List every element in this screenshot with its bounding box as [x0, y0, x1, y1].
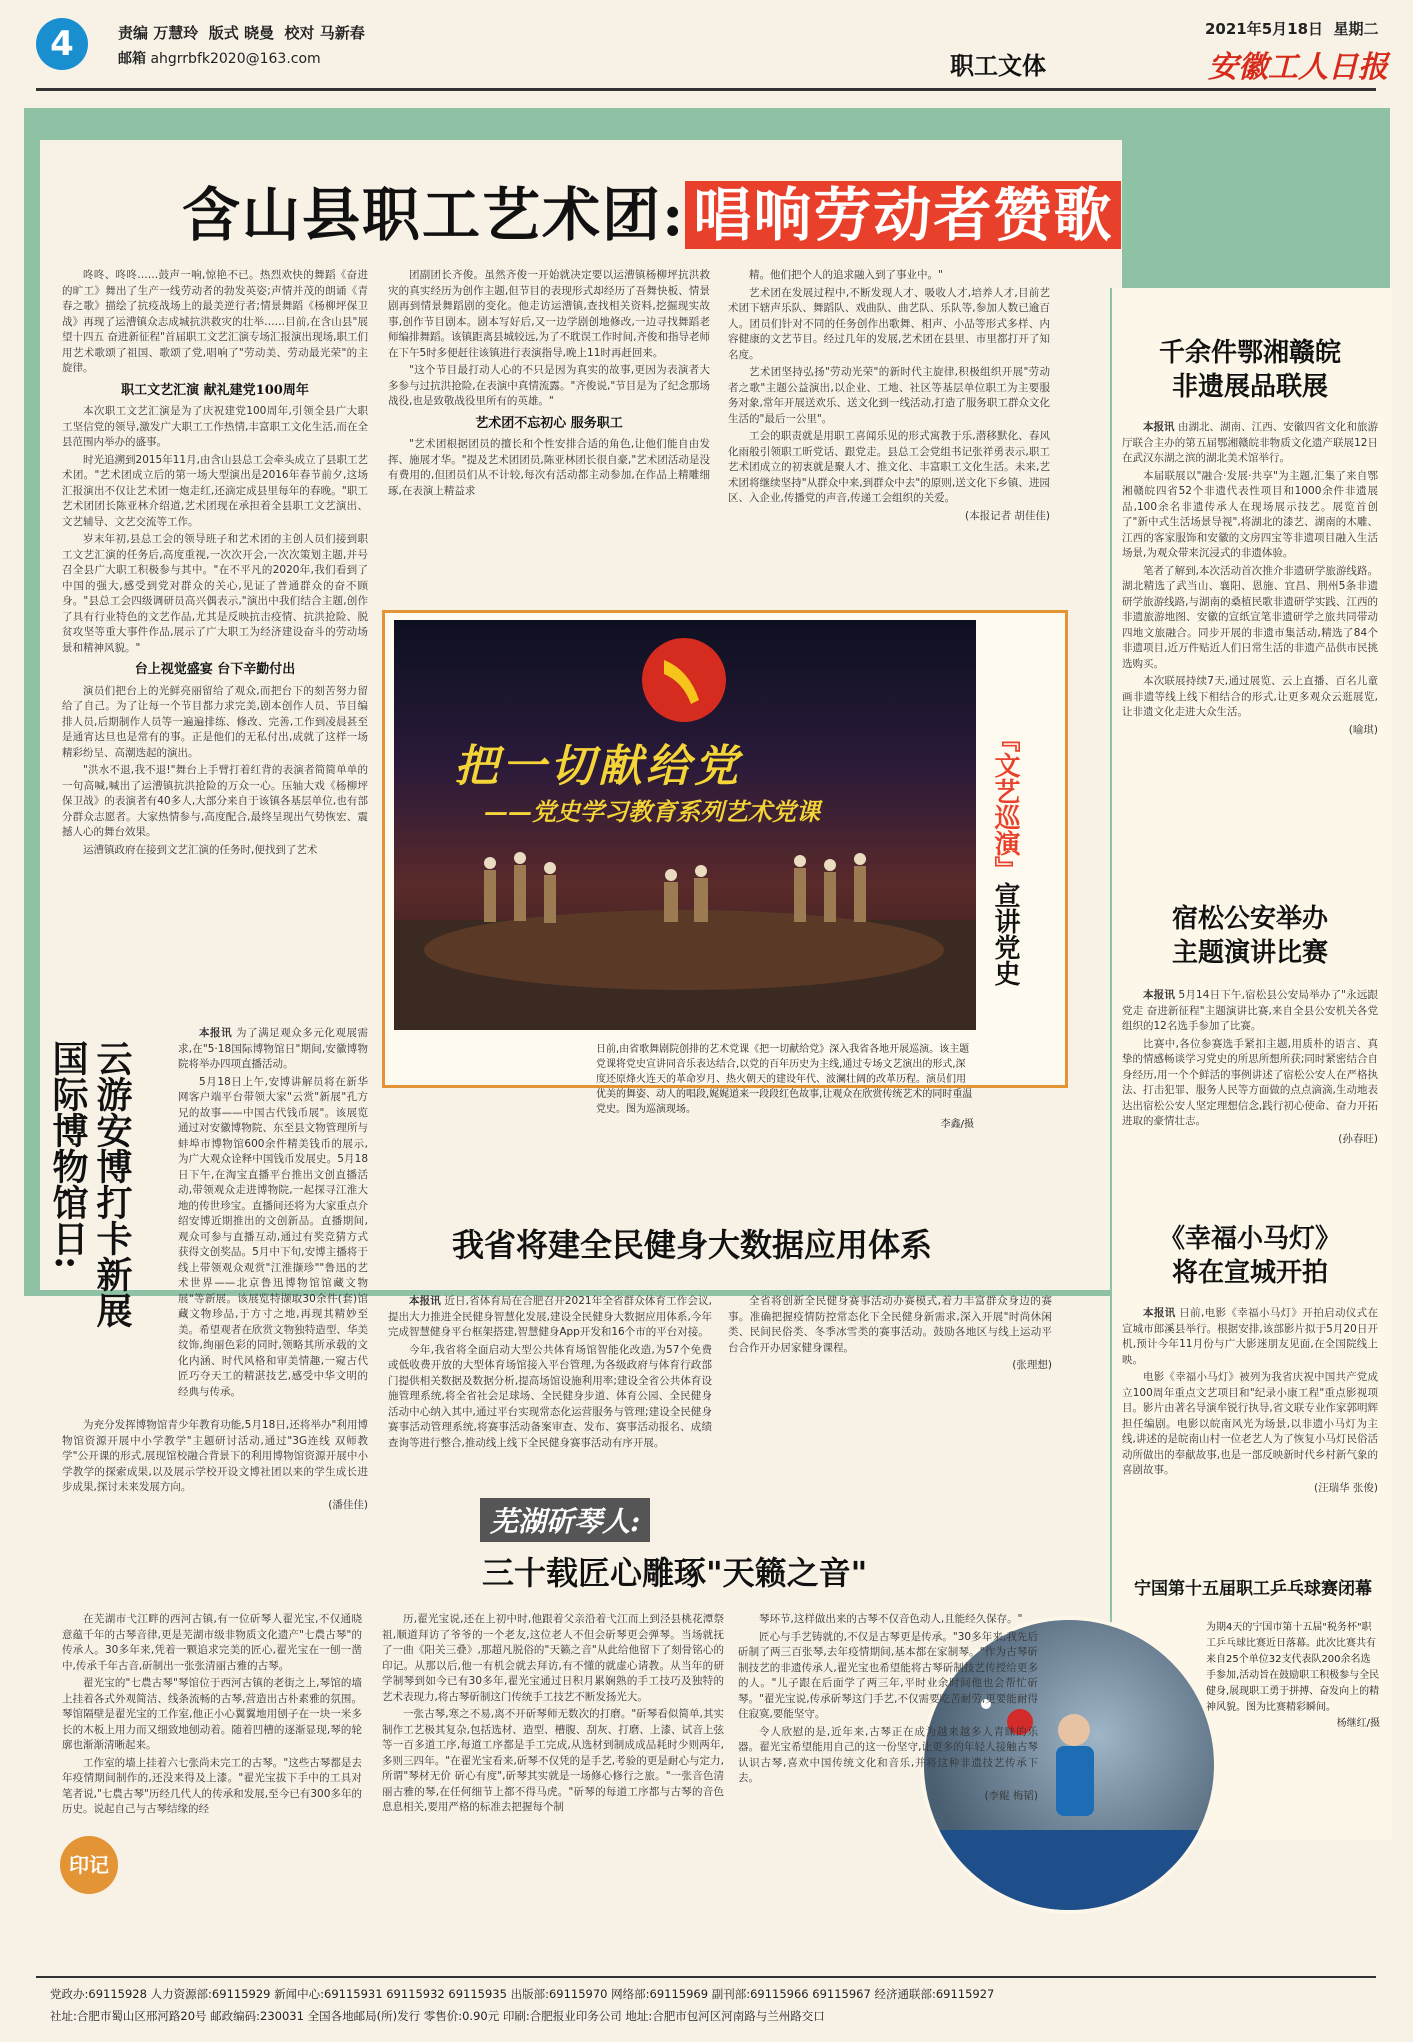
article-heritage: 本报讯 由湖北、湖南、江西、安徽四省文化和旅游厅联合主办的第五届鄂湘赣皖非物质文化遗产联展12日在武汉东湖之滨的湖北美术馆举行。 本届联展以"融合·发展·共享"为主题,汇集了来自鄂湘赣皖四省52个非遗代表性项目和1000余件非遗展品,100余名非遗传承人在现场展示技艺。展览首创了"新中式生活场景导视",将湖北的漆艺、湖南的木雕、江西的客家服饰和安徽的文房四宝等非遗项目融入生活场景,为观众带来沉浸式的非遗体验。 笔者了解到,本次活动首次推介非遗研学旅游线路。湖北精选了武当山、襄阳、恩施、宜昌、荆州5条非遗研学旅游线路,与湖南的桑植民歌非遗研学实践、江西的非遗旅游地图、安徽的宣纸宣笔非遗研学之旅共同带动四地文旅融合。同步开展的非遗市集活动,精选了84个非遗项目,近万件贴近人们日常生活的非遗产品供市民挑选购买。 本次联展持续7天,通过展览、云上直播、百名儿童画非遗等线上线下相结合的形式,让更多观众云逛展览,让非遗文化走进大众生活。 (喻琪)	[1122, 421, 1379, 736]
byline: (本报记者 胡佳佳)	[964, 509, 1050, 522]
issue-date: 2021年5月18日 星期二	[1205, 20, 1379, 38]
section-title: 职工文体	[950, 51, 1046, 80]
craft-article-col2: 历,翟光宝说,还在上初中时,他跟着父亲沿着弋江而上到泾县桃花潭祭祖,顺道拜访了爷爷的一个老友,这位老人不但会斫琴更会弹琴。当场就抚了一曲《阳关三叠》,那超凡脱俗的"天籁之音"从此给他留下了刻骨铭心的印记。从那以后,他一有机会就去拜访,有不懂的就虚心请教。从当年的研学制琴到如今已有30多年,翟光宝通过日积月累娴熟的手工技巧及独特的艺术表现力,将古琴斫制这门传统手工技艺不断发扬光大。 一张古琴,寒之不易,离不开斫琴师无数次的打磨。"斫琴看似简单,其实制作工艺极其复杂,包括选材、造型、槽腹、刮灰、打磨、上漆、试音上弦等一百多道工序,每道工序都是手工完成,从选材到制成成品耗时少则两年,多则三四年。"在翟光宝看来,斫琴不仅凭的是手艺,考验的更是耐心与定力,所谓"琴材无价 斫心有度",斫琴其实就是一场修心修行之旅。"一张音色清丽古雅的琴,在任何细节上都不得马虎。"斫琴的每道工序都与古琴的音色息息相关,要用严格的标准去把握每个制	[382, 1613, 724, 1813]
museum-headline: 云游安博打卡新展 国际博物馆日:	[47, 1040, 133, 1328]
craft-seal: 印记	[60, 1836, 118, 1894]
article-film-title: 《幸福小马灯》 将在宣城开拍	[1158, 1224, 1341, 1288]
article-film: 本报讯 日前,电影《幸福小马灯》开拍启动仪式在宣城市郎溪县举行。根据安排,该部影片拟于5月20日开机,预计今年11月份与广大影迷朋友见面,在全国院线上映。 电影《幸福小马灯》被列为我省庆祝中国共产党成立100周年重点文艺项目和"纪录小康工程"重点影视项目。影片由著名导演牟锐行执导,省文联专业作家郭明辉担任编剧。电影以皖南风光为场景,以非遗小马灯为主线,讲述的是皖南山村一位老艺人为了恢复小马灯民俗活动所做出的奉献故事,也是一部反映新时代乡村新气象的喜剧故事。 (汪瑞华 张俊)	[1122, 1307, 1379, 1494]
fitness-headline: 我省将建全民健身大数据应用体系	[452, 1226, 933, 1264]
craft-article-col3: 琴环节,这样做出来的古琴不仅音色动人,且能经久保存。" 匠心与手艺铸就的,不仅是古琴更是传承。"30多年来,我先后斫制了两三百张琴,去年疫情期间,基本都在家制琴。"作为古琴斫制技艺的非遗传承人,翟光宝也希望能将古琴斫制技艺传授给更多的人。"儿子跟在后面学了两三年,平时业余时间他也会帮忙斫琴。"翟光宝说,传承斫琴这门手艺,不仅需要吃苦耐劳,更要能耐得住寂寞,要能坚守。 令人欣慰的是,近年来,古琴正在成为越来越多人青睐的乐器。翟光宝希望能用自己的这一份坚守,让更多的年轻人接触古琴认识古琴,喜欢中国传统文化和音乐,并将这种非遗技艺传承下去。 (李鲲 梅韬)	[738, 1613, 1038, 1802]
main-article-col1: 咚咚、咚咚……鼓声一响,惊艳不已。热烈欢快的舞蹈《奋进的旷工》舞出了生产一线劳动者的勃发英姿;声情并茂的朗诵《青春之歌》描绘了抗疫战场上的最美逆行者;情景舞蹈《杨柳坪保卫战》再现了运漕镇众志成城抗洪救灾的壮举……目前,在含山县"展望十四五 奋进新征程"首届职工文艺汇演专场汇报演出现场,职工们用艺术歌颂了祖国、歌颂了党,唱响了"劳动美、劳动最光荣"的主旋律。 职工文艺汇演 献礼建党100周年 本次职工文艺汇演是为了庆祝建党100周年,引领全县广大职工坚信党的领导,激发广大职工工作热情,丰富职工文化生活,而在全县范围内举办的盛事。 时光追溯到2015年11月,由含山县总工会牵头成立了县职工艺术团。"艺术团成立后的第一场大型演出是2016年春节前夕,这场汇报演出不仅让艺术团一炮走红,还滴定成县里每年的春晚。"职工艺术团团长陈亚林介绍道,艺术团现在承担着全县职工文艺演出、文艺辅导、文艺交流等工作。 岁末年初,县总工会的领导班子和艺术团的主创人员们接到职工文艺汇演的任务后,高度重视,一次次开会,一次次策划主题,并号召全县广大职工积极参与其中。"在不平凡的2020年,我们看到了中国的强大,感受到党对群众的关心,见证了普通群众的奋不顾身。"县总工会四级调研员高兴偶表示,"演出中我们结合主题,创作了具有行业特色的文艺作品,尤其是反映抗击疫情、抗洪抢险、脱贫攻坚等重大事件作品,展示了广大职工为经济建设奋斗的劳动场景和精神风貌。" 台上视觉盛宴 台下辛勤付出 演员们把台上的光鲜亮丽留给了观众,而把台下的刻苦努力留给了自己。为了让每一个节目都力求完美,剧本创作人员、节目编排人员,后期制作人员等一遍遍排练、修改、完善,工作到凌晨甚至是通宵达旦也是常有的事。正是他们的无私付出,成就了这样一场精彩纷呈、高潮迭起的演出。 "洪水不退,我不退!"舞台上手臂打着红背的表演者简简单单的一句高喊,喊出了运漕镇抗洪抢险的万众一心。压轴大戏《杨柳坪保卫战》的表演者有40多人,大部分来自于该镇各基层单位,也有部分群众志愿者。大家热情参与,高度配合,最终呈现出气势恢宏、震撼人心的舞台效果。 运漕镇政府在接到文艺汇演的任务时,便找到了艺术	[62, 269, 368, 856]
stage-photo	[394, 620, 976, 1030]
fitness-article-cont: 全省将创新全民健身赛事活动办赛模式,着力丰富群众身边的赛事。准确把握疫情防控常态化下全民健身新需求,深入开展"时尚休闲类、民间民俗类、冬季冰雪类的赛事活动。鼓励各地区与线上运动平台合作开办居家健身课程。 (张理想)	[728, 1295, 1052, 1371]
main-headline: 含山县职工艺术团: 唱响劳动者赞歌	[182, 168, 1121, 252]
main-article-col3: 精。他们把个人的追求融入到了事业中。" 艺术团在发展过程中,不断发现人才、吸收人才,培养人才,目前艺术团下辖声乐队、舞蹈队、戏曲队、曲艺队、乐队等,参加人数已逾百人。团员们针对不同的任务创作出歌舞、相声、小品等形式多样、内容健康的文艺节目。经过几年的发展,艺术团在县里、市里都打开了知名度。 艺术团坚持弘扬"劳动光荣"的新时代主旋律,积极组织开展"劳动者之歌"主题公益演出,以企业、工地、社区等基层单位职工为主要服务对象,常年开展送欢乐、送文化到一线活动,打造了服务职工群众文化生活的"最后一公里"。 工会的职责就是用职工喜闻乐见的形式寓教于乐,潜移默化、春风化雨般引领职工昕党话、跟党走。县总工会党组书记张祥勇表示,职工艺术团成立的初衷就是聚人才、推文化、丰富职工文化生活。未来,艺术团将继续坚持"从群众中来,到群众中去"的原则,送文化下乡镇、进园区、入企业,传播党的声音,传递工会组织的关爱。 (本报记者 胡佳佳)	[728, 268, 1050, 524]
header-rule	[36, 88, 1376, 91]
museum-article-cont: 为充分发挥博物馆青少年教育功能,5月18日,还将举办"利用博物馆资源开展中小学教学"主题研讨活动,通过"3G连线 双师教学"公开课的形式,展现馆校融合背景下的利用博物馆资源开展中小学教学的探索成果,以及展示学校开设文博社团以来的学生成长进步成果,探讨未来发展方向。 (潘佳佳)	[62, 1419, 368, 1511]
editor-credits: 责编 万慧玲 版式 晓曼 校对 马新春	[118, 24, 365, 42]
article-speech: 本报讯 5月14日下午,宿松县公安局举办了"永远跟党走 奋进新征程"主题演讲比赛,来自全县公安机关各党组织的12名选手参加了比赛。 比赛中,各位参赛选手紧扣主题,用质朴的语言、真挚的情感畅谈学习党史的所思所想所获;同时紧密结合自身经历,用一个个鲜活的事例讲述了宿松公安人在严格执法、打击犯罪、服务人民等方面做的点点滴滴,生动地表达出宿松公安人坚定理想信念,践行初心使命、奋力开拓进取的豪情壮志。 (孙春旺)	[1122, 989, 1378, 1145]
article-speech-title: 宿松公安举办 主题演讲比赛	[1171, 904, 1328, 968]
footer-address: 社址:合肥市蜀山区邢河路20号 邮政编码:230031 全国各地邮局(所)发行 零售价:0.90元 印刷:合肥报业印务公司 地址:合肥市包河区河南路与兰州路交口	[50, 2009, 825, 2023]
museum-article: 本报讯 为了满足观众多元化观展需求,在"5·18国际博物馆日"期间,安徽博物院将举办四项直播活动。 5月18日上午,安博讲解员将在新华网客户端平台带领大家"云赏"新展"孔方兄的故事——中国古代钱币展"。该展览通过对安徽博物院、东至县文物管理所与蚌埠市博物馆600余件精美钱币的展示,为广大观众诠释中国钱币发展史。5月18日下午,在淘宝直播平台推出文创直播活动,带领观众走进博物院,一起探寻江淮大地的传世珍宝。直播间还将为大家重点介绍安博近期推出的文创新品。直播期间,观众可参与直播互动,通过有奖竞猜方式获得文创奖品。5月中下旬,安博主播将于线上带领观众观赏"江淮撷珍""鲁迅的艺术世界——北京鲁迅博物馆馆藏文物展"等新展。该展览特撷取30余件(套)馆藏文物珍品,于方寸之地,再现其精妙至美。希望观者在欣赏文物独特造型、华美纹饰,绚丽色彩的同时,领略其所承载的文化内涵、时代风格和审美情趣,一窥古代匠巧夺天工的精湛技艺,感受中华文明的经典与传承。	[178, 1027, 369, 1398]
craft-kicker: 芜湖斫琴人:	[480, 1498, 650, 1542]
paper-name: 安徽工人日报	[1208, 50, 1388, 85]
stage-banner-subtitle: ——党史学习教育系列艺术党课	[484, 797, 820, 826]
craft-article-col1: 在芜湖市弋江畔的西河古镇,有一位斫琴人翟光宝,不仅通晓意蕴千年的古琴音律,更是芜湖市级非物质文化遗产"七農古琴"的传承人。30多年来,凭着一颗追求完美的匠心,翟光宝在一刨一凿中,传承千年古音,斫制出一张张清丽古雅的古琴。 翟光宝的"七農古琴"琴馆位于西河古镇的老街之上,琴馆的墙上挂着各式外观简洁、线条流畅的古琴,营造出古朴素雅的氛围。琴馆隔壁是翟光宝的工作室,他正小心翼翼地用刨子在一块一米多长的木板上用力而又细致地刨动着。随着凹槽的逐渐显现,琴的轮廓也渐渐清晰起来。 工作室的墙上挂着六七张尚未完工的古琴。"这些古琴都是去年疫情期间制作的,还没来得及上漆。"翟光宝拔下手中的工具对笔者说,"七農古琴"历经几代人的传承和发展,至今已有300多年的历史。说起自己与古琴结缘的经	[62, 1613, 362, 1815]
page-header	[0, 0, 1413, 85]
page-number-badge: 4	[36, 18, 88, 70]
pingpong-title: 宁国第十五届职工乒乓球赛闭幕	[1134, 1579, 1372, 1599]
editor-email: 邮箱 ahgrrbfk2020@163.com	[118, 51, 321, 67]
article-heritage-title: 千余件鄂湘赣皖 非遗展品联展	[1158, 338, 1341, 402]
pingpong-caption: 为期4天的宁国市第十五届"税务杯"职工乒乓球比赛近日落幕。此次比赛共有来自25个单位32支代表队200余名选手参加,活动旨在鼓励职工积极参与全民健身,展现职工勇于拼搏、奋发向上的精神风貌。图为比赛精彩瞬间。 杨继红/摄	[1206, 1622, 1380, 1729]
fitness-article: 本报讯 近日,省体育局在合肥召开2021年全省群众体育工作会议,提出大力推进全民健身智慧化发展,建设全民健身大数据应用体系,今年完成智慧健身平台框架搭建,智慧健身App开发和16个市的平台对接。 今年,我省将全面启动大型公共体育场馆智能化改造,为57个免费或低收费开放的大型体育场馆接入平台管理,为各级政府与体育行政部门提供相关数据及数据分析,提高场馆设施利用率;建设全省公共体育设施管理系统,将全省社会足球场、全民健身步道、体育公园、全民健身活动中心纳入其中,通过平台实现常态化运营服务与管理;建设全民健身赛事活动管理系统,将赛事活动备案审查、发布、赛事活动报名、成绩查询等进行整合,推动线上线下全民健身赛事活动有序开展。	[388, 1295, 713, 1449]
main-article-col2: 团副团长齐俊。虽然齐俊一开始就决定要以运漕镇杨柳坪抗洪救灾的真实经历为创作主题,但节目的表现形式却经历了吾舞快板、情景剧再到情景舞蹈剧的变化。他走访运漕镇,查找相关资料,挖掘现实故事,创作节目剧本。剧本写好后,又一边学剧创地修改,一边寻找舞蹈老师编排舞蹈。该镇距离县城较远,为了不耽误工作时间,齐俊和指导老师在下午5时多便赶往该镇进行表演指导,晚上11时再赶回来。 "这个节目最打动人心的不只是因为真实的故事,更因为表演者大多参与过抗洪抢险,在表演中真情流露。"齐俊说,"节目是为了纪念那场战役,也是致敬战役里所有的英雄。" 艺术团不忘初心 服务职工 "艺术团根据团员的擅长和个性安排合适的角色,让他们能自由发挥、施展才华。"提及艺术团团员,陈亚林团长很自豪,"艺术团活动是没有费用的,但团员们从不计较,每次有活动都主动参加,在作品上精雕细琢,在表演上精益求	[388, 269, 710, 497]
stage-banner-title: 把一切献给党	[454, 741, 742, 792]
photo-label: 『文艺巡演』宣讲党史	[990, 726, 1020, 986]
craft-headline: 三十载匠心雕琢"天籁之音"	[482, 1554, 868, 1592]
footer-contacts: 党政办:69115928 人力资源部:69115929 新闻中心:69115931 69115932 69115935 出版部:69115970 网络部:69115969 副刊部:69115966 69115967 经济通联部:69115927	[50, 1987, 995, 2001]
stage-photo-caption: 日前,由省歌舞剧院创排的艺术党课《把一切献给党》深入我省各地开展巡演。该主题党课将党史宣讲同音乐表达结合,以党的百年历史为主线,通过专场文艺演出的形式,深度还原烽火连天的革命岁月、热火朝天的建设年代、波澜壮阔的改革历程。演员们用优美的舞姿、动人的唱段,娓娓道来一段段红色故事,让观众在欣赏传统艺术的同时重温党史。图为巡演现场。 李鑫/摄	[596, 1044, 974, 1130]
footer-rule	[36, 1976, 1376, 1978]
